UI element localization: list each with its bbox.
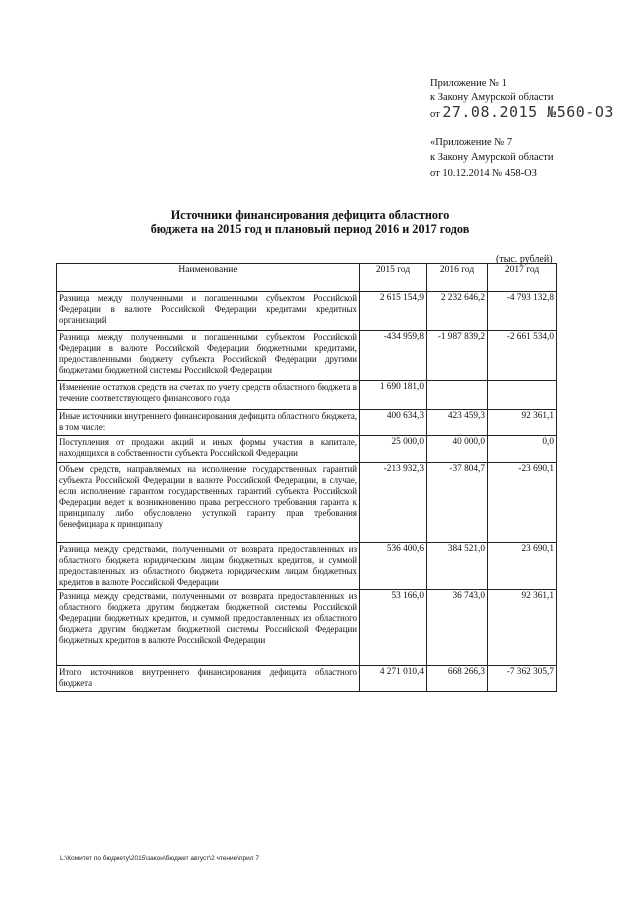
value-2015: 2 615 154,9	[360, 292, 427, 331]
table-row	[57, 410, 557, 436]
value-2016: 40 000,0	[427, 436, 488, 463]
table-row	[57, 463, 557, 543]
row-name: Иные источники внутреннего финансирования дефицита областного бюджета, в том числе:	[57, 410, 360, 436]
row-name: Разница между полученными и погашенными субъектом Российской Федерации в валюте Российской Федерации бюджетными кредитами, предоставленными бюджету субъекта Российской Федерации другими бюджетами бюджетной системы Российской Федерации	[57, 331, 360, 381]
row-name: Поступления от продажи акций и иных формы участия в капитале, находящихся в собственности субъекта Российской Федерации	[57, 436, 360, 463]
document-title	[60, 208, 560, 236]
unit-label: (тыс. рублей)	[496, 254, 553, 265]
value-2016: 423 459,3	[427, 410, 488, 436]
value-2017: -2 661 534,0	[488, 331, 557, 381]
value-2015: 1 690 181,0	[360, 381, 427, 410]
annex1-date-stamp: 27.08.2015 №560-ОЗ	[442, 103, 614, 121]
row-name: Разница между полученными и погашенными субъектом Российской Федерации в валюте Российской Федерации кредитами кредитных организаций	[57, 292, 360, 331]
value-2017: -4 793 132,8	[488, 292, 557, 331]
column-header-2016: 2016 год	[427, 264, 488, 292]
value-2017: 92 361,1	[488, 590, 557, 666]
row-name: Разница между средствами, полученными от возврата предоставленных из областного бюджета другим бюджетам бюджетной системы Российской Федерации бюджетных кредитов, и суммой предоставленных из областного бюджета другим бюджетам бюджетной системы Российской Федерации бюджетных кредитов в валюте Российской Федерации	[57, 590, 360, 666]
value-2015: 4 271 010,4	[360, 666, 427, 692]
table-row	[57, 292, 557, 331]
value-2015: 536 400,6	[360, 543, 427, 590]
annex7-label: «Приложение № 7	[430, 137, 513, 148]
annex1-label: Приложение № 1	[430, 78, 507, 89]
table-row	[57, 436, 557, 463]
value-2016: 384 521,0	[427, 543, 488, 590]
title-line-2: бюджета на 2015 год и плановый период 2016 и 2017 годов	[150, 222, 470, 236]
table-row	[57, 381, 557, 410]
value-2016: 2 232 646,2	[427, 292, 488, 331]
sources-table	[56, 263, 557, 692]
value-2016: 36 743,0	[427, 590, 488, 666]
row-name: Объем средств, направляемых на исполнение государственных гарантий субъекта Российской Федерации в валюте Российской Федерации, в случае, если исполнение гарантом государственных гарантий субъекта Российской Федерации ведет к возникновению права регрессного требования гаранта к принципалу либо обусловлено уступкой гаранту прав требования бенефициара к принципалу	[57, 463, 360, 543]
column-header-name: Наименование	[57, 264, 360, 292]
value-2015: -434 959,8	[360, 331, 427, 381]
value-2017	[488, 381, 557, 410]
row-name: Итого источников внутреннего финансирования дефицита областного бюджета	[57, 666, 360, 692]
table-row	[57, 543, 557, 590]
value-2016: -37 804,7	[427, 463, 488, 543]
value-2017: 92 361,1	[488, 410, 557, 436]
row-name: Изменение остатков средств на счетах по учету средств областного бюджета в течение соответствующего финансового года	[57, 381, 360, 410]
table-row-total	[57, 666, 557, 692]
annex7-law: к Закону Амурской области	[430, 152, 554, 163]
value-2016: 668 266,3	[427, 666, 488, 692]
title-line-1: Источники финансирования дефицита областного	[170, 208, 450, 222]
value-2017: 0,0	[488, 436, 557, 463]
annex7-date: от 10.12.2014 № 458-ОЗ	[430, 168, 537, 179]
value-2015: 400 634,3	[360, 410, 427, 436]
value-2016: -1 987 839,2	[427, 331, 488, 381]
annex1-date-prefix: от	[430, 109, 440, 120]
value-2015: 25 000,0	[360, 436, 427, 463]
table-header-row	[57, 264, 557, 292]
column-header-2015: 2015 год	[360, 264, 427, 292]
annex1-date	[430, 103, 614, 121]
value-2015: -213 932,3	[360, 463, 427, 543]
table-row	[57, 331, 557, 381]
value-2016	[427, 381, 488, 410]
annex1-law: к Закону Амурской области	[430, 92, 554, 103]
row-name: Разница между средствами, полученными от возврата предоставленных из областного бюджета юридическим лицам бюджетных кредитов, и суммой предоставленных из областного бюджета юридическим лицам бюджетных кредитов в валюте Российской Федерации	[57, 543, 360, 590]
table-row	[57, 590, 557, 666]
column-header-2017: 2017 год	[488, 264, 557, 292]
value-2017: 23 690,1	[488, 543, 557, 590]
file-path-footer: L:\Комитет по бюджету\2015\закон\бюджет август\2 чтение\прил 7	[60, 855, 260, 862]
value-2017: -23 690,1	[488, 463, 557, 543]
value-2015: 53 166,0	[360, 590, 427, 666]
value-2017: -7 362 305,7	[488, 666, 557, 692]
